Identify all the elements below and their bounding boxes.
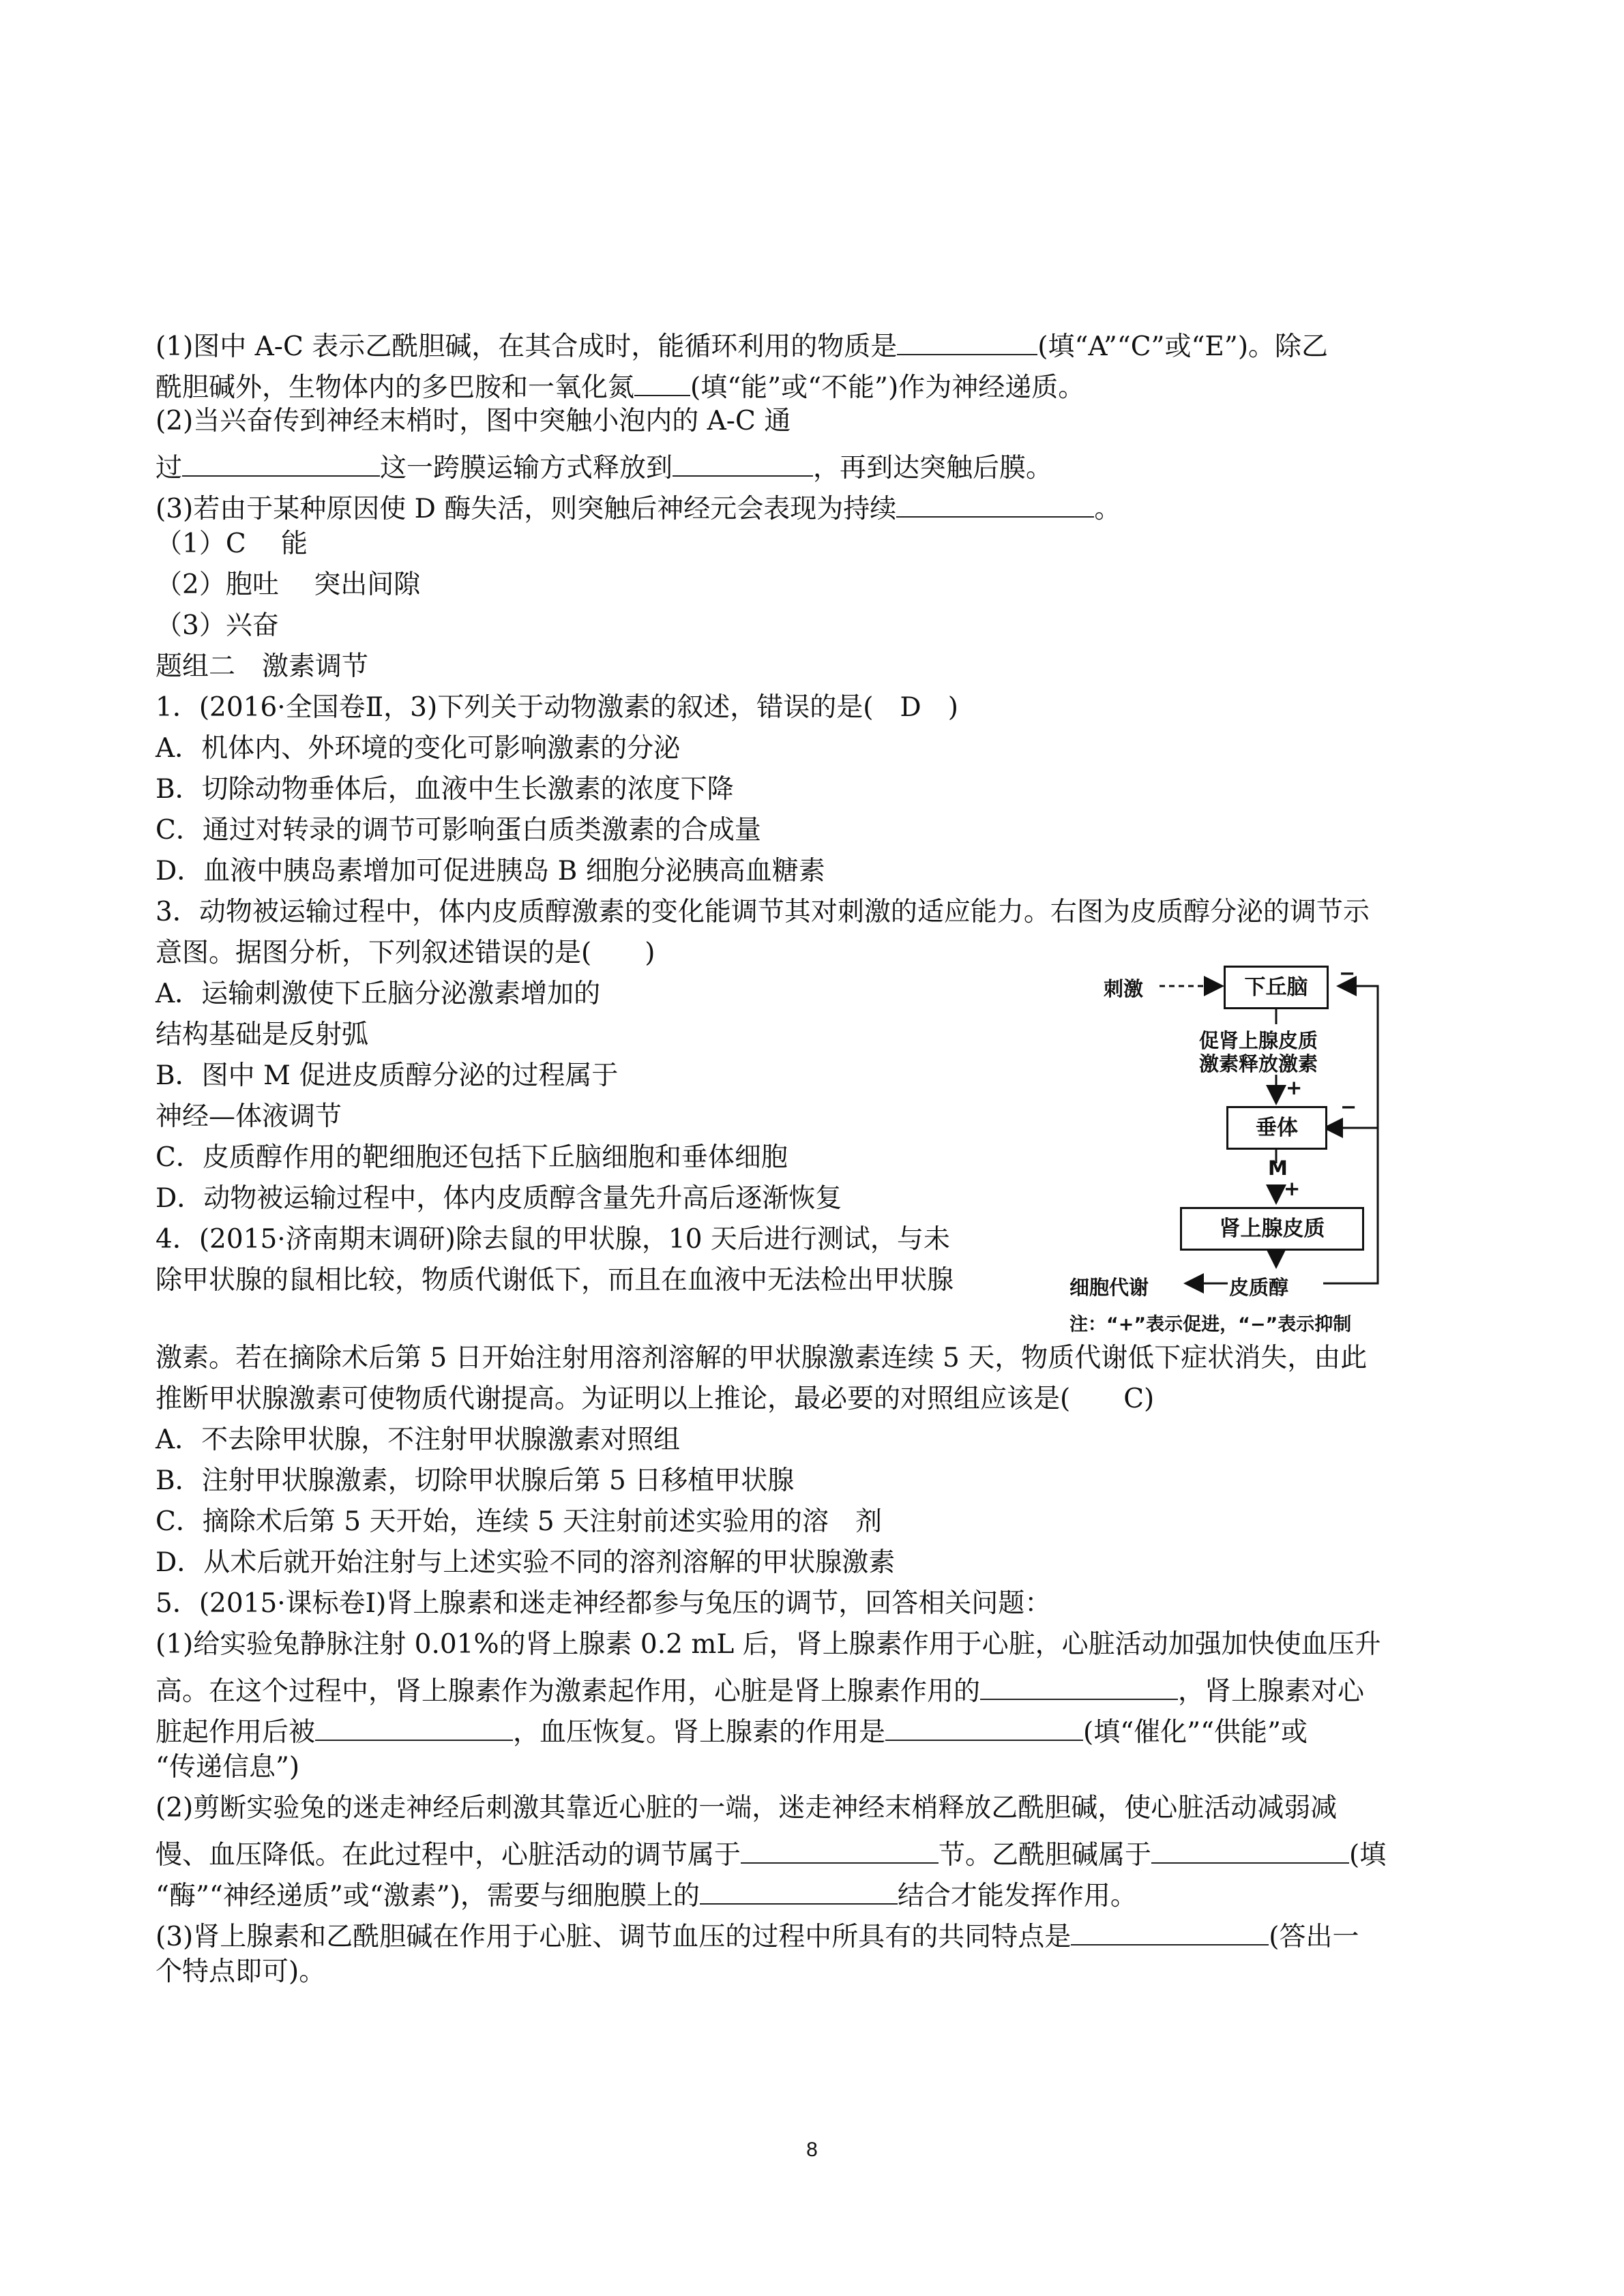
answer-blank[interactable] (1071, 1918, 1269, 1945)
q3-option-a-line1: A．运输刺激使下丘脑分泌激素增加的 (156, 979, 601, 1009)
text: 脏起作用后被 (156, 1717, 316, 1748)
answer-blank[interactable] (673, 449, 813, 477)
q3-stem-line1: 3．动物被运输过程中，体内皮质醇激素的变化能调节其对刺激的适应能力。右图为皮质醇分泌的调节示 (156, 897, 1370, 927)
q3-option-a-line2: 结构基础是反射弧 (156, 1019, 369, 1050)
text: 慢、血压降低。在此过程中，心脏活动的调节属于 (156, 1840, 741, 1870)
page-number: 8 (806, 2138, 818, 2161)
text: (填 (1349, 1840, 1387, 1870)
q5-part3-line2: 个特点即可)。 (156, 1956, 326, 1987)
answer-blank[interactable] (885, 1713, 1083, 1741)
hypothalamus-box: 下丘脑 (1224, 966, 1329, 1009)
q5-part1-line4: “传递信息”) (156, 1752, 300, 1783)
cell-metabolism-label: 细胞代谢 (1069, 1276, 1149, 1299)
m-label: M (1268, 1157, 1288, 1180)
text: 过 (156, 453, 183, 483)
plus-sign-1: + (1286, 1076, 1303, 1099)
q3-option-b-line1: B．图中 M 促进皮质醇分泌的过程属于 (156, 1060, 619, 1091)
q-nerve-3 (156, 490, 1121, 522)
q-nerve-2-line1 (156, 408, 791, 434)
q1-stem: 1．(2016·全国卷Ⅱ，3)下列关于动物激素的叙述，错误的是( D ) (156, 692, 958, 723)
q4-stem-line2: 除甲状腺的鼠相比较，物质代谢低下，而且在血液中无法检出甲状腺 (156, 1265, 954, 1296)
text: 高。在这个过程中，肾上腺素作为激素起作用，心脏是肾上腺素作用的 (156, 1676, 981, 1707)
text: (1)图中 A-C 表示乙酰胆碱，在其合成时，能循环利用的物质是 (156, 331, 898, 362)
q-nerve-1-line1 (156, 327, 1328, 360)
adrenal-cortex-box: 肾上腺皮质 (1180, 1207, 1364, 1251)
answer-blank[interactable] (315, 1713, 513, 1741)
q4-stem-line4: 推断甲状腺激素可使物质代谢提高。为证明以上推论，最必要的对照组应该是( C) (156, 1384, 1155, 1414)
text: 这一跨膜运输方式释放到 (380, 453, 673, 483)
q1-option-c: C．通过对转录的调节可影响蛋白质类激素的合成量 (156, 815, 761, 846)
text: (3)肾上腺素和乙酰胆碱在作用于心脏、调节血压的过程中所具有的共同特点是 (156, 1922, 1072, 1952)
q5-part1-line1: (1)给实验兔静脉注射 0.01%的肾上腺素 0.2 mL 后，肾上腺素作用于心脏，心脏活动加强加快使血压升 (156, 1629, 1381, 1660)
q3-stem-line2: 意图。据图分析，下列叙述错误的是( ) (156, 938, 655, 968)
answer-blank[interactable] (700, 1877, 898, 1905)
answer-blank[interactable] (741, 1836, 939, 1864)
answer-blank[interactable] (980, 1672, 1178, 1700)
answer-3: （3）兴奋 (156, 610, 279, 641)
q5-part2-line3 (156, 1877, 1137, 1909)
crh-label-line1: 促肾上腺皮质 (1199, 1029, 1318, 1052)
q3-option-d: D．动物被运输过程中，体内皮质醇含量先升高后逐渐恢复 (156, 1183, 842, 1214)
text: ，血压恢复。肾上腺素的作用是 (513, 1717, 886, 1748)
answer-1: （1）C 能 (156, 528, 308, 559)
text: (填“催化”“供能”或 (1083, 1717, 1308, 1748)
q4-option-b: B．注射甲状腺激素，切除甲状腺后第 5 日移植甲状腺 (156, 1465, 795, 1496)
q4-option-d: D．从术后就开始注射与上述实验不同的溶剂溶解的甲状腺激素 (156, 1547, 896, 1578)
cortisol-label: 皮质醇 (1229, 1276, 1289, 1299)
q1-option-d: D．血液中胰岛素增加可促进胰岛 B 细胞分泌胰高血糖素 (156, 856, 825, 886)
q5-part1-line2 (156, 1672, 1364, 1705)
text: ，肾上腺素对心 (1178, 1676, 1365, 1707)
q4-stem-line1: 4．(2015·济南期末调研)除去鼠的甲状腺，10 天后进行测试，与未 (156, 1224, 950, 1255)
q1-option-a: A．机体内、外环境的变化可影响激素的分泌 (156, 733, 681, 764)
q5-part1-line3 (156, 1713, 1308, 1746)
text: 节。乙酰胆碱属于 (939, 1840, 1152, 1870)
answer-blank[interactable] (1151, 1836, 1349, 1864)
group-title: 题组二 激素调节 (156, 651, 369, 682)
q-nerve-1-line2 (156, 368, 1084, 401)
q5-part2-line1: (2)剪断实验兔的迷走神经后刺激其靠近心脏的一端，迷走神经末梢释放乙酰胆碱，使心脏活动减弱减 (156, 1793, 1338, 1823)
crh-label-line2: 激素释放激素 (1199, 1052, 1318, 1075)
plus-sign-2: + (1284, 1177, 1301, 1200)
pituitary-box: 垂体 (1226, 1106, 1327, 1150)
diagram-note: 注：“+”表示促进，“−”表示抑制 (1069, 1314, 1352, 1335)
answer-2: （2）胞吐 突出间隙 (156, 569, 421, 600)
q4-option-c: C．摘除术后第 5 天开始，连续 5 天注射前述实验用的溶 剂 (156, 1506, 883, 1537)
answer-blank[interactable] (182, 449, 380, 477)
stimulus-label: 刺激 (1104, 977, 1144, 1000)
q3-option-c: C．皮质醇作用的靶细胞还包括下丘脑细胞和垂体细胞 (156, 1142, 788, 1173)
text: 。 (1094, 494, 1121, 524)
text: 结合才能发挥作用。 (897, 1881, 1137, 1911)
text: ，再到达突触后膜。 (813, 453, 1053, 483)
answer-blank[interactable] (896, 490, 1094, 518)
q5-part3-line1 (156, 1918, 1359, 1950)
q4-stem-line3: 激素。若在摘除术后第 5 日开始注射用溶剂溶解的甲状腺激素连续 5 天，物质代谢低下症状消失，由此 (156, 1343, 1368, 1373)
q5-part2-line2 (156, 1836, 1386, 1868)
text: (2)当兴奋传到神经末梢时，图中突触小泡内的 A-C 通 (156, 406, 791, 436)
text: 酰胆碱外，生物体内的多巴胺和一氧化氮 (156, 372, 635, 403)
text: (3)若由于某种原因使 D 酶失活，则突触后神经元会表现为持续 (156, 494, 897, 524)
minus-sign-2: − (1340, 1095, 1357, 1118)
answer-blank[interactable] (897, 327, 1037, 355)
text: (填“A”“C”或“E”)。除乙 (1037, 331, 1329, 362)
q3-option-b-line2: 神经—体液调节 (156, 1101, 342, 1132)
cortisol-regulation-diagram (1064, 961, 1473, 1343)
q4-option-a: A．不去除甲状腺，不注射甲状腺激素对照组 (156, 1425, 681, 1455)
answer-blank[interactable] (634, 368, 690, 396)
q1-option-b: B．切除动物垂体后，血液中生长激素的浓度下降 (156, 774, 734, 805)
q5-stem: 5．(2015·课标卷Ⅰ)肾上腺素和迷走神经都参与兔压的调节，回答相关问题： (156, 1588, 1052, 1619)
text: (填“能”或“不能”)作为神经递质。 (690, 372, 1085, 403)
minus-sign-1: − (1339, 961, 1356, 985)
text: (答出一 (1269, 1922, 1359, 1952)
q-nerve-2-line2 (156, 449, 1052, 481)
text: “酶”“神经递质”或“激素”)，需要与细胞膜上的 (156, 1881, 700, 1911)
